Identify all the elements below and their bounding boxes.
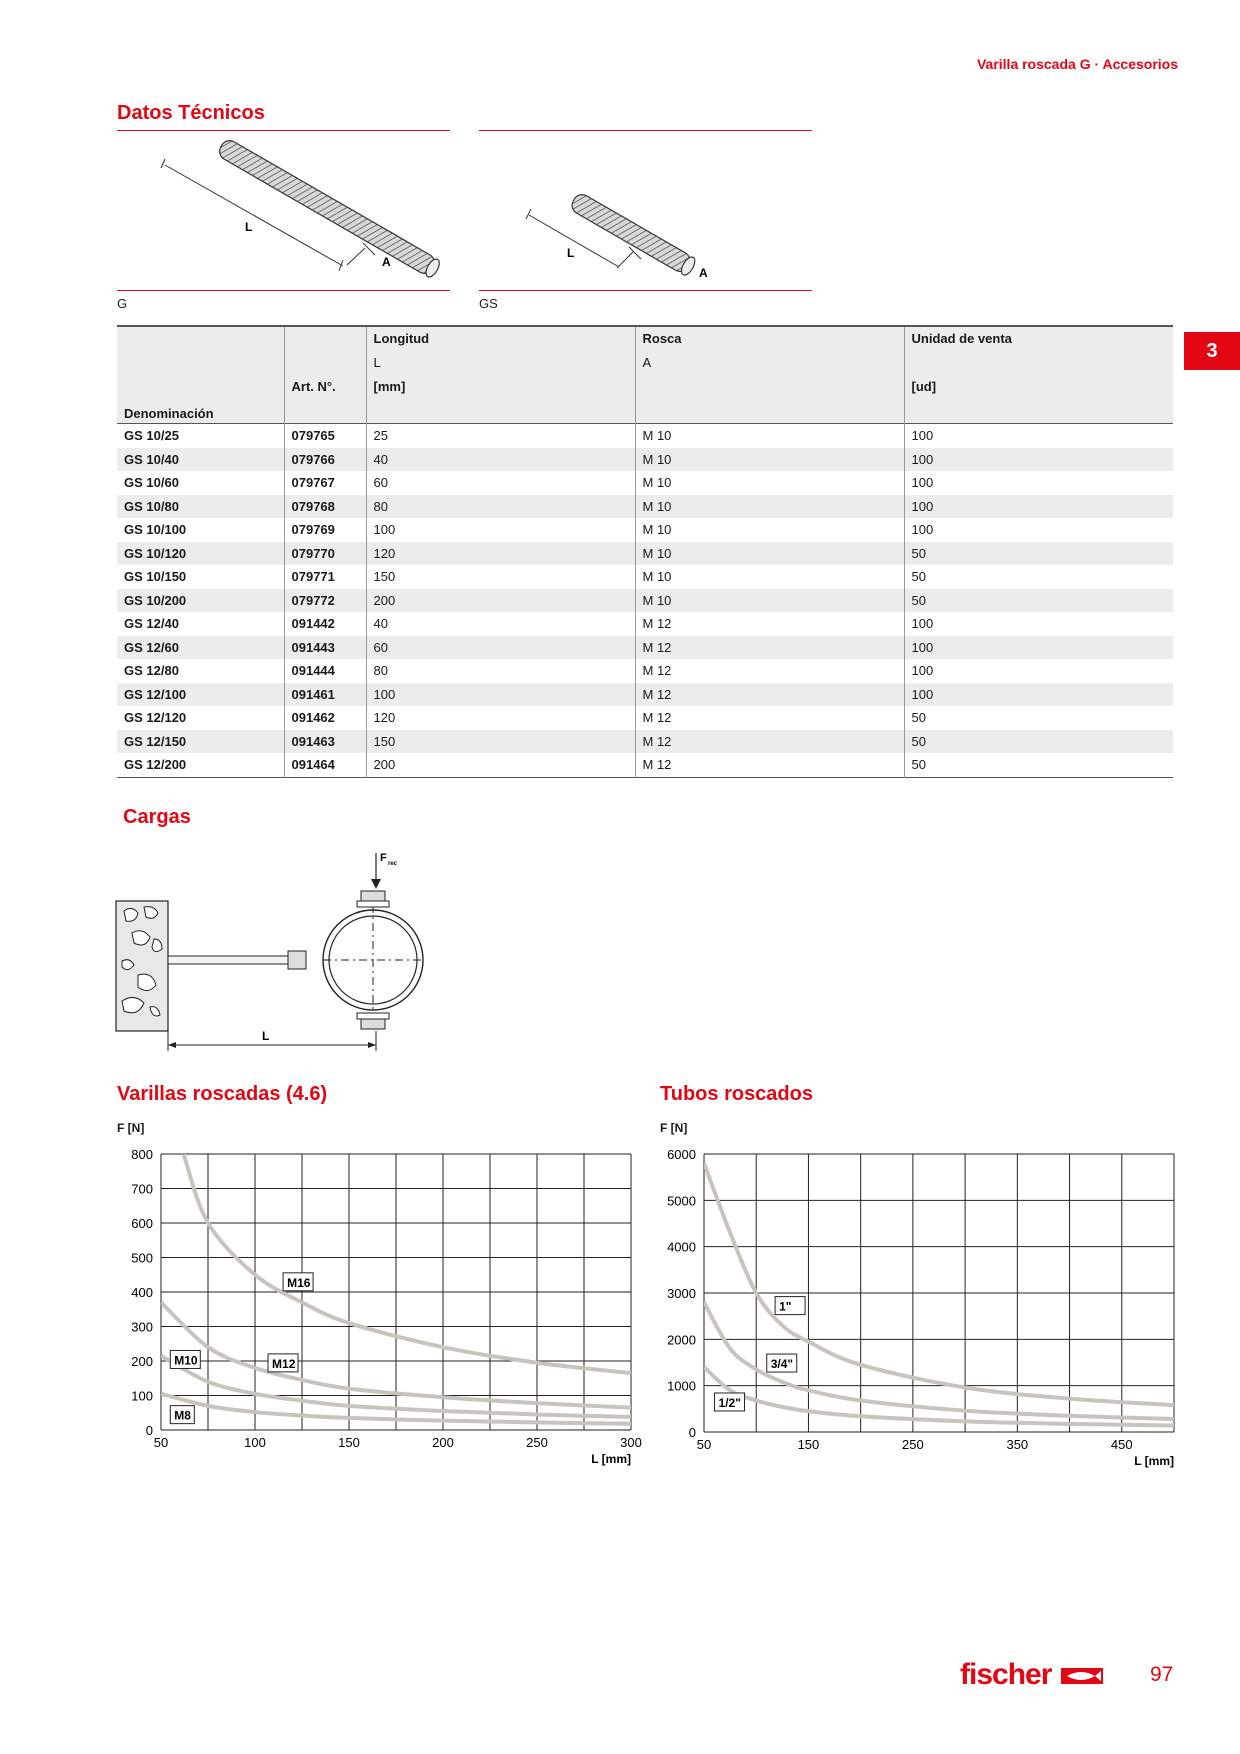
table-cell: 60 bbox=[366, 636, 635, 660]
x-tick-label: 150 bbox=[797, 1437, 820, 1452]
table-cell: 100 bbox=[904, 471, 1173, 495]
table-cell: GS 12/120 bbox=[124, 710, 187, 726]
table-cell: 091463 bbox=[284, 730, 366, 754]
x-axis-label: L [mm] bbox=[591, 1452, 631, 1466]
y-tick-label: 400 bbox=[131, 1285, 153, 1300]
series-label bbox=[268, 1354, 298, 1372]
table-row bbox=[117, 636, 1173, 660]
y-tick-label: 500 bbox=[131, 1250, 153, 1266]
chart-ylabel-tubos: F [N] bbox=[660, 1121, 688, 1135]
table-cell: GS 12/80 bbox=[124, 663, 179, 679]
chart-varillas bbox=[117, 1140, 642, 1470]
x-tick-label: 250 bbox=[902, 1437, 924, 1452]
dim-label-l: L bbox=[567, 246, 575, 260]
table-cell: M 10 bbox=[635, 589, 904, 613]
table-cell: GS 12/40 bbox=[124, 616, 179, 632]
table-cell: M 12 bbox=[635, 730, 904, 754]
table-cell: 100 bbox=[904, 636, 1173, 660]
series-label bbox=[775, 1297, 805, 1315]
table-row bbox=[117, 471, 1173, 495]
table-cell: 200 bbox=[366, 589, 635, 613]
table-cell: GS 10/80 bbox=[117, 495, 284, 519]
fischer-logo: fischer bbox=[960, 1658, 1103, 1692]
series-label-text: M12 bbox=[272, 1356, 296, 1371]
table-cell: GS 12/100 bbox=[117, 683, 284, 707]
table-cell: 80 bbox=[366, 659, 635, 683]
series-label bbox=[170, 1406, 194, 1424]
dim-label-l: L bbox=[262, 1029, 270, 1043]
table-cell: GS 10/25 bbox=[124, 428, 179, 444]
table-cell: 079767 bbox=[284, 471, 366, 495]
table-cell: 091444 bbox=[284, 659, 366, 683]
series-label-text: 1" bbox=[779, 1299, 792, 1314]
series-label bbox=[283, 1273, 313, 1291]
table-cell: 079766 bbox=[284, 448, 366, 472]
table-cell: M 12 bbox=[635, 659, 904, 683]
chart-title-varillas: Varillas roscadas (4.6) bbox=[117, 1083, 328, 1105]
table-cell: 25 bbox=[366, 424, 635, 448]
table-cell: 150 bbox=[366, 565, 635, 589]
table-cell: 079772 bbox=[284, 589, 366, 613]
table-cell: GS 12/150 bbox=[117, 730, 284, 754]
table-cell: 50 bbox=[904, 542, 1173, 566]
table-cell: 079770 bbox=[284, 542, 366, 566]
table-cell: GS 12/200 bbox=[124, 757, 187, 773]
table-cell: 091443 bbox=[284, 636, 366, 660]
table-row bbox=[117, 542, 1173, 566]
table-cell: GS 10/200 bbox=[117, 589, 284, 613]
table-cell: 100 bbox=[366, 683, 635, 707]
rod-gs-illustration bbox=[479, 135, 819, 285]
col-header-denominacion: Denominación bbox=[117, 326, 284, 424]
table-cell: M 12 bbox=[635, 753, 904, 777]
table-row bbox=[117, 730, 1173, 754]
table-cell: M 10 bbox=[635, 448, 904, 472]
figure-caption-gs: GS bbox=[479, 296, 498, 311]
x-tick-label: 50 bbox=[153, 1435, 169, 1450]
table-cell: 079769 bbox=[284, 518, 366, 542]
table-cell: 091464 bbox=[284, 753, 366, 777]
divider-rule bbox=[479, 130, 812, 131]
series-label-text: 1/2" bbox=[718, 1395, 741, 1410]
chart-tubos bbox=[660, 1140, 1180, 1470]
y-tick-label: 3000 bbox=[667, 1286, 696, 1301]
series-label-text: M16 bbox=[287, 1275, 311, 1290]
table-row bbox=[117, 659, 1173, 683]
series-label-text: 3/4" bbox=[770, 1357, 794, 1372]
table-cell: GS 10/40 bbox=[117, 448, 284, 472]
table-cell: 100 bbox=[904, 612, 1173, 636]
divider-rule bbox=[479, 290, 812, 291]
table-cell: M 10 bbox=[635, 495, 904, 519]
page-number: 97 bbox=[1150, 1663, 1174, 1686]
col-header-longitud: Longitud L [mm] bbox=[366, 326, 635, 424]
col-header-unidad: Unidad de venta [ud] bbox=[904, 326, 1173, 424]
table-cell: M 10 bbox=[635, 424, 904, 448]
table-cell: 50 bbox=[904, 753, 1173, 777]
table-row bbox=[117, 448, 1173, 472]
chart-title-tubos: Tubos roscados bbox=[660, 1083, 813, 1105]
x-tick-label: 150 bbox=[338, 1435, 360, 1450]
rod-g-illustration bbox=[117, 135, 457, 285]
divider-rule bbox=[117, 130, 450, 131]
force-label: F bbox=[380, 852, 387, 864]
table-cell: 100 bbox=[904, 683, 1173, 707]
x-tick-label: 300 bbox=[620, 1435, 642, 1450]
header-note: Varilla roscada G · Accesorios bbox=[976, 56, 1178, 72]
x-tick-label: 250 bbox=[526, 1435, 548, 1450]
y-tick-label: 0 bbox=[688, 1425, 696, 1440]
table-cell: M 10 bbox=[635, 471, 904, 495]
x-tick-label: 50 bbox=[696, 1437, 712, 1452]
table-row bbox=[117, 495, 1173, 519]
table-row bbox=[117, 683, 1173, 707]
x-tick-label: 350 bbox=[1006, 1437, 1029, 1452]
table-cell: GS 10/150 bbox=[124, 569, 187, 585]
y-tick-label: 800 bbox=[131, 1147, 153, 1162]
series-label bbox=[170, 1350, 200, 1368]
table-cell: 079765 bbox=[284, 424, 366, 448]
table-cell: GS 12/60 bbox=[117, 636, 284, 660]
table-cell: 40 bbox=[366, 448, 635, 472]
x-tick-label: 200 bbox=[432, 1435, 454, 1450]
table-cell: 120 bbox=[366, 542, 635, 566]
y-tick-label: 2000 bbox=[667, 1332, 696, 1348]
x-tick-label: 100 bbox=[244, 1435, 266, 1450]
y-tick-label: 5000 bbox=[667, 1193, 696, 1209]
table-cell: 091442 bbox=[284, 612, 366, 636]
table-cell: GS 10/100 bbox=[124, 522, 187, 538]
table-cell: M 12 bbox=[635, 612, 904, 636]
section-title-loads: Cargas bbox=[123, 806, 191, 828]
table-cell: 200 bbox=[366, 753, 635, 777]
fischer-fish-logo-icon bbox=[1061, 1666, 1103, 1686]
section-title-tech: Datos Técnicos bbox=[117, 102, 265, 124]
table-cell: 150 bbox=[366, 730, 635, 754]
table-header-row bbox=[117, 326, 1173, 424]
table-cell: M 12 bbox=[635, 636, 904, 660]
table-cell: 100 bbox=[904, 448, 1173, 472]
x-tick-label: 450 bbox=[1110, 1437, 1133, 1452]
col-header-rosca: Rosca A bbox=[635, 326, 904, 424]
table-cell: 100 bbox=[904, 424, 1173, 448]
y-tick-label: 200 bbox=[131, 1354, 153, 1369]
y-tick-label: 700 bbox=[131, 1181, 153, 1197]
table-cell: M 12 bbox=[635, 706, 904, 730]
y-tick-label: 600 bbox=[131, 1216, 153, 1231]
table-cell: 60 bbox=[366, 471, 635, 495]
table-cell: M 10 bbox=[635, 542, 904, 566]
force-subscript: rec bbox=[388, 861, 398, 867]
table-cell: 100 bbox=[904, 495, 1173, 519]
y-tick-label: 1000 bbox=[667, 1378, 696, 1394]
table-cell: 50 bbox=[904, 589, 1173, 613]
y-tick-label: 300 bbox=[131, 1319, 153, 1335]
table-row bbox=[117, 706, 1173, 730]
table-cell: 40 bbox=[366, 612, 635, 636]
divider-rule bbox=[117, 290, 450, 291]
chapter-tab[interactable]: 3 bbox=[1184, 332, 1240, 370]
series-line bbox=[184, 1154, 631, 1373]
table-cell: 100 bbox=[904, 518, 1173, 542]
table-cell: 50 bbox=[904, 730, 1173, 754]
table-cell: M 10 bbox=[635, 518, 904, 542]
x-axis-label: L [mm] bbox=[1134, 1454, 1174, 1468]
series-label-text: M8 bbox=[174, 1408, 191, 1423]
table-cell: 100 bbox=[904, 659, 1173, 683]
series-label bbox=[715, 1393, 745, 1411]
dim-label-a: A bbox=[382, 255, 391, 269]
col-header-art: Art. N°. bbox=[284, 326, 366, 424]
pipe-clamp-diagram bbox=[110, 845, 440, 1055]
y-tick-label: 0 bbox=[145, 1423, 153, 1438]
y-tick-label: 100 bbox=[131, 1388, 153, 1404]
product-table bbox=[117, 325, 1173, 778]
table-cell: GS 10/60 bbox=[124, 475, 179, 491]
table-cell: 091462 bbox=[284, 706, 366, 730]
dim-label-l: L bbox=[245, 220, 253, 234]
table-cell: 50 bbox=[904, 565, 1173, 589]
table-cell: GS 10/120 bbox=[117, 542, 284, 566]
table-cell: 079771 bbox=[284, 565, 366, 589]
dim-label-a: A bbox=[699, 266, 708, 280]
table-row bbox=[117, 565, 1173, 589]
table-cell: 079768 bbox=[284, 495, 366, 519]
table-cell: 091461 bbox=[284, 683, 366, 707]
y-tick-label: 4000 bbox=[667, 1239, 696, 1255]
table-row bbox=[117, 424, 1173, 448]
table-row bbox=[117, 753, 1173, 777]
table-cell: M 10 bbox=[635, 565, 904, 589]
table-cell: 50 bbox=[904, 706, 1173, 730]
figure-caption-g: G bbox=[117, 296, 128, 311]
table-row bbox=[117, 518, 1173, 542]
series-label bbox=[767, 1354, 797, 1372]
chart-ylabel-varillas: F [N] bbox=[117, 1121, 145, 1135]
table-cell: 120 bbox=[366, 706, 635, 730]
table-row bbox=[117, 589, 1173, 613]
table-row bbox=[117, 612, 1173, 636]
table-cell: 80 bbox=[366, 495, 635, 519]
y-tick-label: 6000 bbox=[667, 1147, 696, 1162]
table-cell: 100 bbox=[366, 518, 635, 542]
series-label-text: M10 bbox=[174, 1353, 198, 1368]
table-cell: M 12 bbox=[635, 683, 904, 707]
